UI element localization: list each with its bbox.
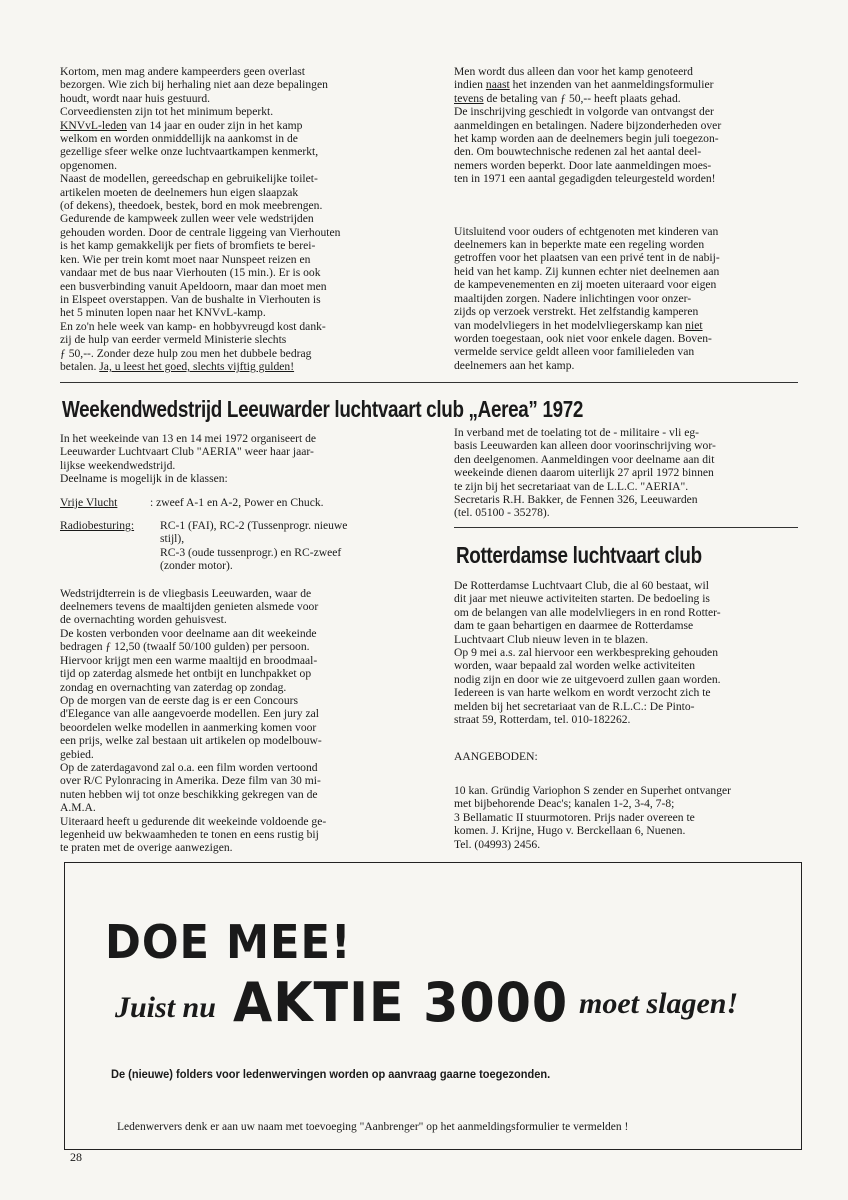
text-line: bezorgen. Wie zich bij herhaling niet aan deze bepalingen <box>60 78 328 92</box>
text-line: Hiervoor krijgt men een warme maaltijd en broodmaal- <box>60 653 318 667</box>
moet-slagen-script: moet slagen! <box>579 987 739 1020</box>
text-span: betalen. <box>60 359 100 373</box>
text-line: te zijn bij het secretariaat van de L.L.C. "AERIA". <box>454 479 689 493</box>
text-line: opgenomen. <box>60 158 117 172</box>
text-line: dam te gaan behartigen en daarmee de Rotterdamse <box>454 619 694 633</box>
text-line: A.M.A. <box>60 801 96 815</box>
page-number: 28 <box>70 1150 82 1164</box>
text-line: nuten hebben wij tot onze beschikking gekregen van de <box>60 787 318 801</box>
text-line: Deelname is mogelijk in de klassen: <box>60 472 228 486</box>
text-line: De kosten verbonden voor deelname aan dit weekeinde <box>60 626 317 640</box>
text-line: het kamp worden aan de deelnemers begin juli toegezon- <box>454 132 719 146</box>
text-line: is het kamp gemakkelijk per fiets of bromfiets te berei- <box>60 239 316 253</box>
text-line: Kortom, men mag andere kampeerders geen overlast <box>60 65 305 78</box>
text-line <box>454 319 794 332</box>
underlined-word: naast <box>485 78 510 92</box>
text-line: De Rotterdamse Luchtvaart Club, die al 60 bestaat, wil <box>454 579 709 592</box>
text-line: te praten met de overige aanwezigen. <box>60 841 233 855</box>
text-line: gebied. <box>60 747 94 761</box>
ledenwervers-note: Ledenwervers denk er aan uw naam met toevoeging "Aanbrenger" op het aanmeldingsformulier te vermelden ! <box>117 1121 629 1133</box>
text-line: het 5 minuten lopen naar het KNVvL-kamp. <box>60 306 266 320</box>
class-value-line: RC-3 (oude tussenprogr.) en RC-zweef <box>160 545 342 559</box>
text-line: Op de morgen van de eerste dag is er een Concours <box>60 693 299 707</box>
aangeboden-heading: AANGEBODEN: <box>454 750 538 764</box>
text-line: nemers worden beperkt. Door late aanmeldingen moes- <box>454 158 712 172</box>
text-line: vandaar met de bus naar Vierhouten (15 min.). Er is ook <box>60 266 321 280</box>
text-line: deelnemers tevens de maaltijden genieten alsmede voor <box>60 600 319 614</box>
text-line: een busverbinding vanuit Apeldoorn, maar dan moet men <box>60 279 327 293</box>
rotterdam-column <box>454 579 799 851</box>
underlined-word: niet <box>685 318 703 332</box>
text-line: basis Leeuwarden kan alleen door voorinschrijving wor- <box>454 439 716 453</box>
text-line: maaltijden zorgen. Nadere inlichtingen voor onzer- <box>454 291 692 305</box>
text-line: worden toegestaan, ook niet voor enkele dagen. Boven- <box>454 331 712 345</box>
text-line: den deelgenomen. Aanmeldingen voor deelname aan dit <box>454 452 715 466</box>
text-line: 10 kan. Gründig Variophon S zender en Superhet ontvanger <box>454 783 732 797</box>
text-line: Naast de modellen, gereedschap en gebruikelijke toilet- <box>60 172 318 186</box>
text-line: Gedurende de kampweek zullen weer vele wedstrijden <box>60 212 314 226</box>
text-line: deelnemers kan in beperkte mate een regeling worden <box>454 238 705 252</box>
text-line: beoordelen welke modellen in aanmerking komen voor <box>60 720 317 734</box>
text-line: Tel. (04993) 2456. <box>454 837 541 851</box>
text-line: ten in 1971 een aantal gegadigden teleurgesteld worden! <box>454 172 716 186</box>
text-line: gehouden worden. Door de centrale liggeing van Vierhouten <box>60 225 341 239</box>
weekend-divider <box>454 527 798 528</box>
text-line: dit jaar met nieuwe activiteiten starten. De bedoeling is <box>454 592 710 606</box>
text-line: Uiteraard heeft u gedurende dit weekeinde voldoende ge- <box>60 814 327 828</box>
left-top-column <box>60 65 390 373</box>
text-line: de kampevenementen en zij moeten uiteraard voor eigen <box>454 278 717 292</box>
aktie-3000-headline: AKTIE 3000 <box>233 971 569 1034</box>
class-label: Vrije Vlucht <box>60 495 118 509</box>
text-line: ken. Wie per trein komt moet naar Nunspeet reizen en <box>60 252 311 266</box>
text-line: getroffen voor het plaatsen van een privé tent in de nabij- <box>454 251 720 265</box>
text-line: een prijs, welke zal bestaan uit artikelen op modelbouw- <box>60 734 322 748</box>
class-vrije-vlucht <box>60 496 420 509</box>
text-line: welkom en worden onmiddellijk na aankomst in de <box>60 132 298 146</box>
text-line: straat 59, Rotterdam, tel. 010-182262. <box>454 713 631 727</box>
text-line: zijds op verzoek verstrekt. Het zelfstandig kamperen <box>454 305 699 319</box>
text-line: 3 Bellamatic II stuurmotoren. Prijs nader overeen te <box>454 810 695 824</box>
text-line: komen. J. Krijne, Hugo v. Berckellaan 6, Nuenen. <box>454 824 686 838</box>
class-label: Radiobesturing: <box>60 519 135 533</box>
folders-note: De (nieuwe) folders voor ledenwervingen worden op aanvraag gaarne toegezonden. <box>111 1067 551 1081</box>
text-line: Op de zaterdagavond zal o.a. een film worden vertoond <box>60 760 318 774</box>
text-line <box>454 78 794 91</box>
class-value-line: RC-1 (FAI), RC-2 (Tussenprogr. nieuwe <box>160 519 348 533</box>
text-line: om de belangen van alle modelvliegers in en rond Rotter- <box>454 605 721 619</box>
text-line: heid van het kamp. Zij kunnen echter niet deelnemen aan <box>454 264 720 278</box>
text-line: Wedstrijdterrein is de vliegbasis Leeuwarden, waar de <box>60 586 312 600</box>
text-line: artikelen moeten de deelnemers hun eigen slaapzak <box>60 185 299 199</box>
weekend-left-column <box>60 432 420 855</box>
text-line: (tel. 05100 - 35278). <box>454 506 550 520</box>
text-line <box>60 119 390 132</box>
text-line: Corveediensten zijn tot het minimum beperkt. <box>60 105 274 119</box>
text-line: aanmeldingen en betalingen. Nadere bijzonderheden over <box>454 118 722 132</box>
class-radiobesturing <box>60 519 420 573</box>
text-line: De inschrijving geschiedt in volgorde van ontvangst der <box>454 105 714 119</box>
text-line: In het weekeinde van 13 en 14 mei 1972 organiseert de <box>60 432 317 445</box>
text-line: deelnemers aan het kamp. <box>454 358 575 372</box>
text-line: Iedereen is van harte welkom en wordt verzocht zich te <box>454 686 711 700</box>
text-line: Leeuwarder Luchtvaart Club "AERIA" weer haar jaar- <box>60 445 314 459</box>
text-line: ƒ 50,--. Zonder deze hulp zou men het dubbele bedrag <box>60 346 312 360</box>
text-line: met bijbehorende Deac's; kanalen 1-2, 3-4, 7-8; <box>454 797 675 811</box>
text-line: over R/C Pylonracing in Amerika. Deze film van 30 mi- <box>60 774 321 788</box>
text-line <box>60 360 390 373</box>
text-line: bedragen ƒ 12,50 (twaalf 50/100 gulden) per persoon. <box>60 640 310 654</box>
class-value-line: (zonder motor). <box>160 559 233 573</box>
text-line: zondag en overnachting van zaterdag op zondag. <box>60 680 287 694</box>
juist-nu-script: Juist nu <box>115 991 216 1024</box>
right-top-column <box>454 65 794 372</box>
text-line: Uitsluitend voor ouders of echtgenoten met kinderen van <box>454 224 719 238</box>
text-line: houdt, wordt naar huis gestuurd. <box>60 91 211 105</box>
text-span: het inzenden van het aanmeldingsformulier <box>509 78 714 92</box>
underlined-emphasis: Ja, u leest het goed, slechts vijftig gulden! <box>99 359 295 373</box>
text-line: melden bij het secretariaat van de R.L.C.: De Pinto- <box>454 699 695 713</box>
text-line: tijd op zaterdag alsmede het ontbijt en lunchpakket op <box>60 667 312 681</box>
text-line: vermelde service geldt alleen voor familieleden van <box>454 345 695 359</box>
text-line: zij de hulp van eerder vermeld Ministerie slechts <box>60 333 287 347</box>
text-line: Luchtvaart Club nieuw leven in te blazen. <box>454 632 649 646</box>
text-span: de betaling van ƒ 50,-- heeft plaats gehad. <box>483 91 681 105</box>
text-line: lijkse weekendwedstrijd. <box>60 458 176 472</box>
text-line: de overnachting worden gehuisvest. <box>60 613 227 627</box>
text-line: in Elspeet overstappen. Van de bushalte in Vierhouten is <box>60 292 321 306</box>
rotterdam-title: Rotterdamse luchtvaart club <box>456 542 702 568</box>
knvvl-underlined: KNVvL-leden <box>60 118 127 132</box>
text-line: weekeinde dienen daarom uiterlijk 27 april 1972 binnen <box>454 466 714 480</box>
weekend-right-column <box>454 426 794 520</box>
text-line: Men wordt dus alleen dan voor het kamp genoteerd <box>454 65 693 78</box>
text-span: van modelvliegers in het modelvliegerskamp kan <box>454 318 686 332</box>
text-span: van 14 jaar en ouder zijn in het kamp <box>126 118 303 132</box>
text-line: (of dekens), theedoek, bestek, bord en mok meebrengen. <box>60 199 323 213</box>
underlined-word: tevens <box>454 91 484 105</box>
class-value-line: stijl), <box>160 532 185 546</box>
class-value: : zweef A-1 en A-2, Power en Chuck. <box>150 495 324 509</box>
aktie-3000-advert <box>64 862 802 1150</box>
weekend-title: Weekendwedstrijd Leeuwarder luchtvaart club „Aerea” 1972 <box>62 396 584 422</box>
text-line: Op 9 mei a.s. zal hiervoor een werkbespreking gehouden <box>454 646 718 660</box>
text-line: Secretaris R.H. Bakker, de Fennen 326, Leeuwarden <box>454 493 698 507</box>
text-line: worden, waar bepaald zal worden welke activiteiten <box>454 659 696 673</box>
text-span: indien <box>454 78 486 92</box>
text-line: den. Om bouwtechnische redenen zal het aantal deel- <box>454 145 702 159</box>
text-line: d'Elegance van alle aangevoerde modellen. Een jury zal <box>60 707 319 721</box>
doe-mee-headline: DOE MEE! <box>105 915 352 969</box>
text-line: gezellige sfeer welke onze luchtvaartkampen kenmerkt, <box>60 145 319 159</box>
text-line: legenheid uw bekwaamheden te tonen en eens rustig bij <box>60 827 319 841</box>
text-line: In verband met de toelating tot de - militaire - vli eg- <box>454 426 699 439</box>
text-line <box>454 92 794 105</box>
top-divider <box>60 382 798 383</box>
text-line: En zo'n hele week van kamp- en hobbyvreugd kost dank- <box>60 319 326 333</box>
text-line: nodig zijn en door wie ze uitgevoerd zullen gaan worden. <box>454 672 721 686</box>
